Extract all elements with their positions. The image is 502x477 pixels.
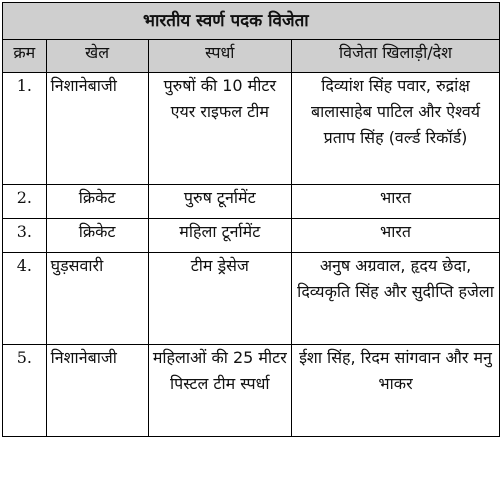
table-title-row	[3, 3, 500, 40]
cell-event: पुरुषों की 10 मीटर एयर राइफल टीम	[148, 73, 291, 185]
cell-event: महिलाओं की 25 मीटर पिस्टल टीम स्पर्धा	[148, 345, 291, 437]
gold-medal-table	[2, 2, 500, 437]
header-winner: विजेता खिलाड़ी/देश	[292, 40, 500, 73]
cell-serial: 1.	[3, 73, 47, 185]
table-row	[3, 73, 500, 185]
cell-event: पुरुष टूर्नामेंट	[148, 185, 291, 219]
cell-serial: 3.	[3, 219, 47, 253]
table-header-row	[3, 40, 500, 73]
cell-winner: दिव्यांश सिंह पवार, रुद्रांक्ष बालासाहेब पाटिल और ऐश्वर्य प्रताप सिंह (वर्ल्ड रिकॉर्ड)	[292, 73, 500, 185]
table-row	[3, 253, 500, 345]
table-row	[3, 219, 500, 253]
cell-sport: निशानेबाजी	[46, 345, 148, 437]
cell-winner: भारत	[292, 185, 500, 219]
cell-sport: क्रिकेट	[46, 219, 148, 253]
cell-event: महिला टूर्नामेंट	[148, 219, 291, 253]
header-event: स्पर्धा	[148, 40, 291, 73]
header-sport: खेल	[46, 40, 148, 73]
cell-serial: 4.	[3, 253, 47, 345]
cell-winner: ईशा सिंह, रिदम सांगवान और मनु भाकर	[292, 345, 500, 437]
table-row	[3, 345, 500, 437]
cell-serial: 2.	[3, 185, 47, 219]
cell-winner: भारत	[292, 219, 500, 253]
cell-sport: निशानेबाजी	[46, 73, 148, 185]
header-serial: क्रम	[3, 40, 47, 73]
table-title: भारतीय स्वर्ण पदक विजेता	[3, 3, 500, 40]
cell-winner: अनुष अग्रवाल, हृदय छेदा, दिव्यकृति सिंह और सुदीप्ति हजेला	[292, 253, 500, 345]
cell-sport: क्रिकेट	[46, 185, 148, 219]
cell-serial: 5.	[3, 345, 47, 437]
cell-event: टीम ड्रेसेज	[148, 253, 291, 345]
cell-sport: घुड़सवारी	[46, 253, 148, 345]
table-row	[3, 185, 500, 219]
